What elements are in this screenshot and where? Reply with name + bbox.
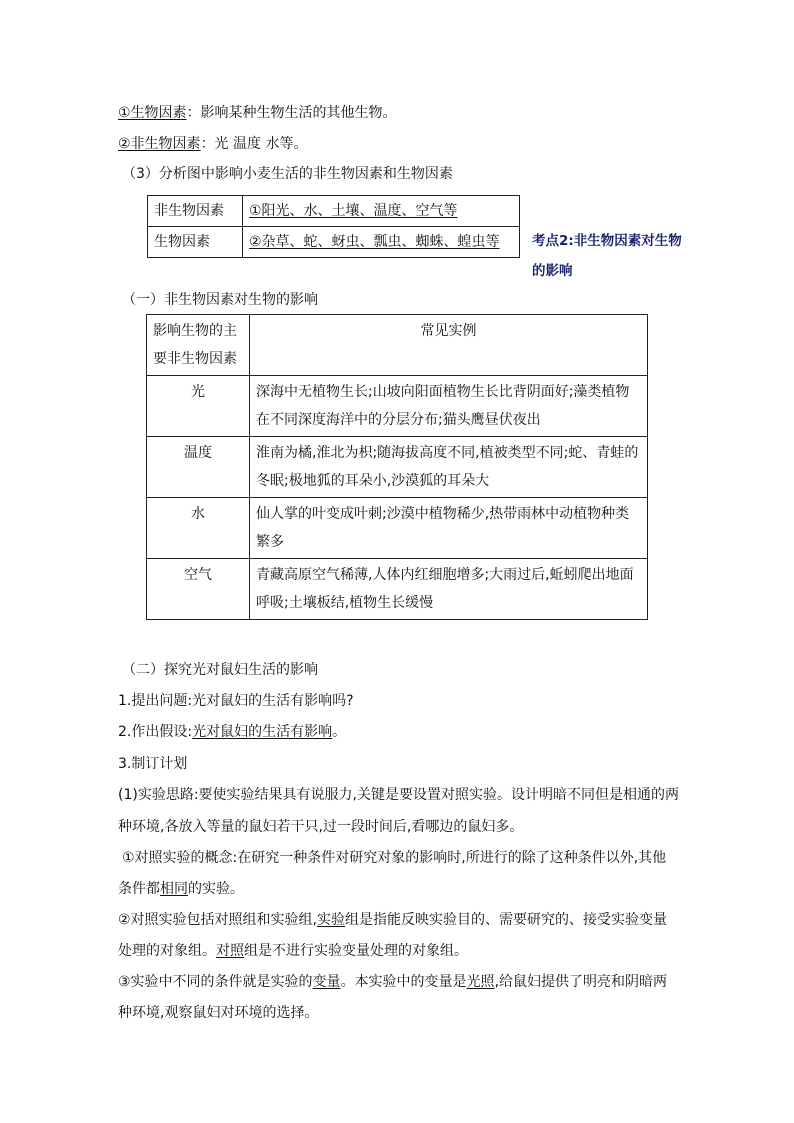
- step-text: 条件都: [118, 881, 160, 897]
- table-cell: 光: [147, 376, 250, 437]
- term-abiotic-factor: ②非生物因素: [118, 136, 201, 152]
- step-text: ,给鼠妇提供了明亮和阴暗两: [494, 974, 668, 990]
- paragraph-abiotic-factor: [118, 134, 307, 154]
- answer-text: 实验: [317, 912, 346, 928]
- table-row: [147, 376, 648, 437]
- control-concept-b: [118, 879, 244, 899]
- table-cell: ①阳光、水、土壤、温度、空气等: [243, 196, 520, 227]
- term-biotic-factor: ①生物因素: [118, 105, 187, 121]
- table-cell: ②杂草、蛇、蚜虫、瓢虫、蜘蛛、蝗虫等: [243, 227, 520, 258]
- answer-text: 光照: [466, 974, 495, 990]
- step-text: ③实验中不同的条件就是实验的: [118, 974, 313, 990]
- definition-text: ：影响某种生物生活的其他生物。: [186, 105, 397, 121]
- groups-line-a: [118, 910, 667, 930]
- table-cell: 深海中无植物生长;山坡向阳面植物生长比背阴面好;藻类植物在不同深度海洋中的分层分布;猫头鹰昼伏夜出: [250, 376, 648, 437]
- step-text: 。本实验中的变量是: [340, 974, 467, 990]
- plan-line-1a: (1)实验思路:要使实验结果具有说服力,关键是要设置对照实验。设计明暗不同但是相通的两: [118, 787, 679, 803]
- groups-line-b: [118, 941, 468, 961]
- step-text: ②对照实验包括对照组和实验组,: [118, 912, 318, 928]
- variable-line-b: 种环境,观察鼠妇对环境的选择。: [118, 1005, 319, 1021]
- step-text: 2.作出假设:: [118, 724, 193, 740]
- table-header-cell: 影响生物的主要非生物因素: [147, 315, 250, 376]
- table-row: [148, 196, 520, 227]
- plan-line-1b: 种环境,各放入等量的鼠妇若干只,过一段时间后,看哪边的鼠妇多。: [118, 819, 524, 835]
- answer-text: 变量: [312, 974, 341, 990]
- table-cell: 淮南为橘,淮北为枳;随海拔高度不同,植被类型不同;蛇、青蛙的冬眠;极地狐的耳朵小,沙漠狐的耳朵大: [250, 437, 648, 498]
- step-text: 。: [332, 724, 347, 740]
- table-cell: 温度: [147, 437, 250, 498]
- section-heading-2: （二）探究光对鼠妇生活的影响: [122, 662, 318, 678]
- table-cell: 青藏高原空气稀薄,人体内红细胞增多;大雨过后,蚯蚓爬出地面呼吸;土壤板结,植物生长缓慢: [250, 559, 648, 620]
- answer-text: 相同: [160, 881, 188, 897]
- table-cell: 非生物因素: [148, 196, 243, 227]
- step-text: 组是不进行实验变量处理的对象组。: [244, 943, 468, 959]
- wheat-factors-table: [147, 195, 520, 258]
- table-row: [147, 437, 648, 498]
- step-2: [118, 722, 346, 742]
- hypothesis-text: 光对鼠妇的生活有影响: [192, 724, 333, 740]
- table-row: [147, 498, 648, 559]
- control-concept-a: ①对照实验的概念:在研究一种条件对研究对象的影响时,所进行的除了这种条件以外,其他: [122, 850, 667, 866]
- variable-line-a: [118, 972, 667, 992]
- answer-text: 对照: [216, 943, 244, 959]
- section-heading-1: （一）非生物因素对生物的影响: [122, 292, 318, 308]
- table-row: [148, 227, 520, 258]
- definition-text: ：光 温度 水等。: [200, 136, 308, 152]
- table-cell: 仙人掌的叶变成叶刺;沙漠中植物稀少,热带雨林中动植物种类繁多: [250, 498, 648, 559]
- step-text: 组是指能反映实验目的、需要研究的、接受实验变量: [345, 912, 668, 928]
- table-row: [147, 559, 648, 620]
- step-3: 3.制订计划: [118, 756, 188, 772]
- question-3: （3）分析图中影响小麦生活的非生物因素和生物因素: [122, 166, 453, 182]
- paragraph-biotic-factor: [118, 103, 397, 123]
- step-text: 处理的对象组。: [118, 943, 216, 959]
- table-cell: 空气: [147, 559, 250, 620]
- abiotic-examples-table: [146, 314, 648, 620]
- step-text: 的实验。: [188, 881, 244, 897]
- step-1: 1.提出问题:光对鼠妇的生活有影响吗?: [118, 693, 354, 709]
- table-header-row: [147, 315, 648, 376]
- table-header-cell: 常见实例: [250, 315, 648, 376]
- table-cell: 生物因素: [148, 227, 243, 258]
- side-note-key-point: 考点2:非生物因素对生物的影响: [532, 233, 682, 279]
- table-cell: 水: [147, 498, 250, 559]
